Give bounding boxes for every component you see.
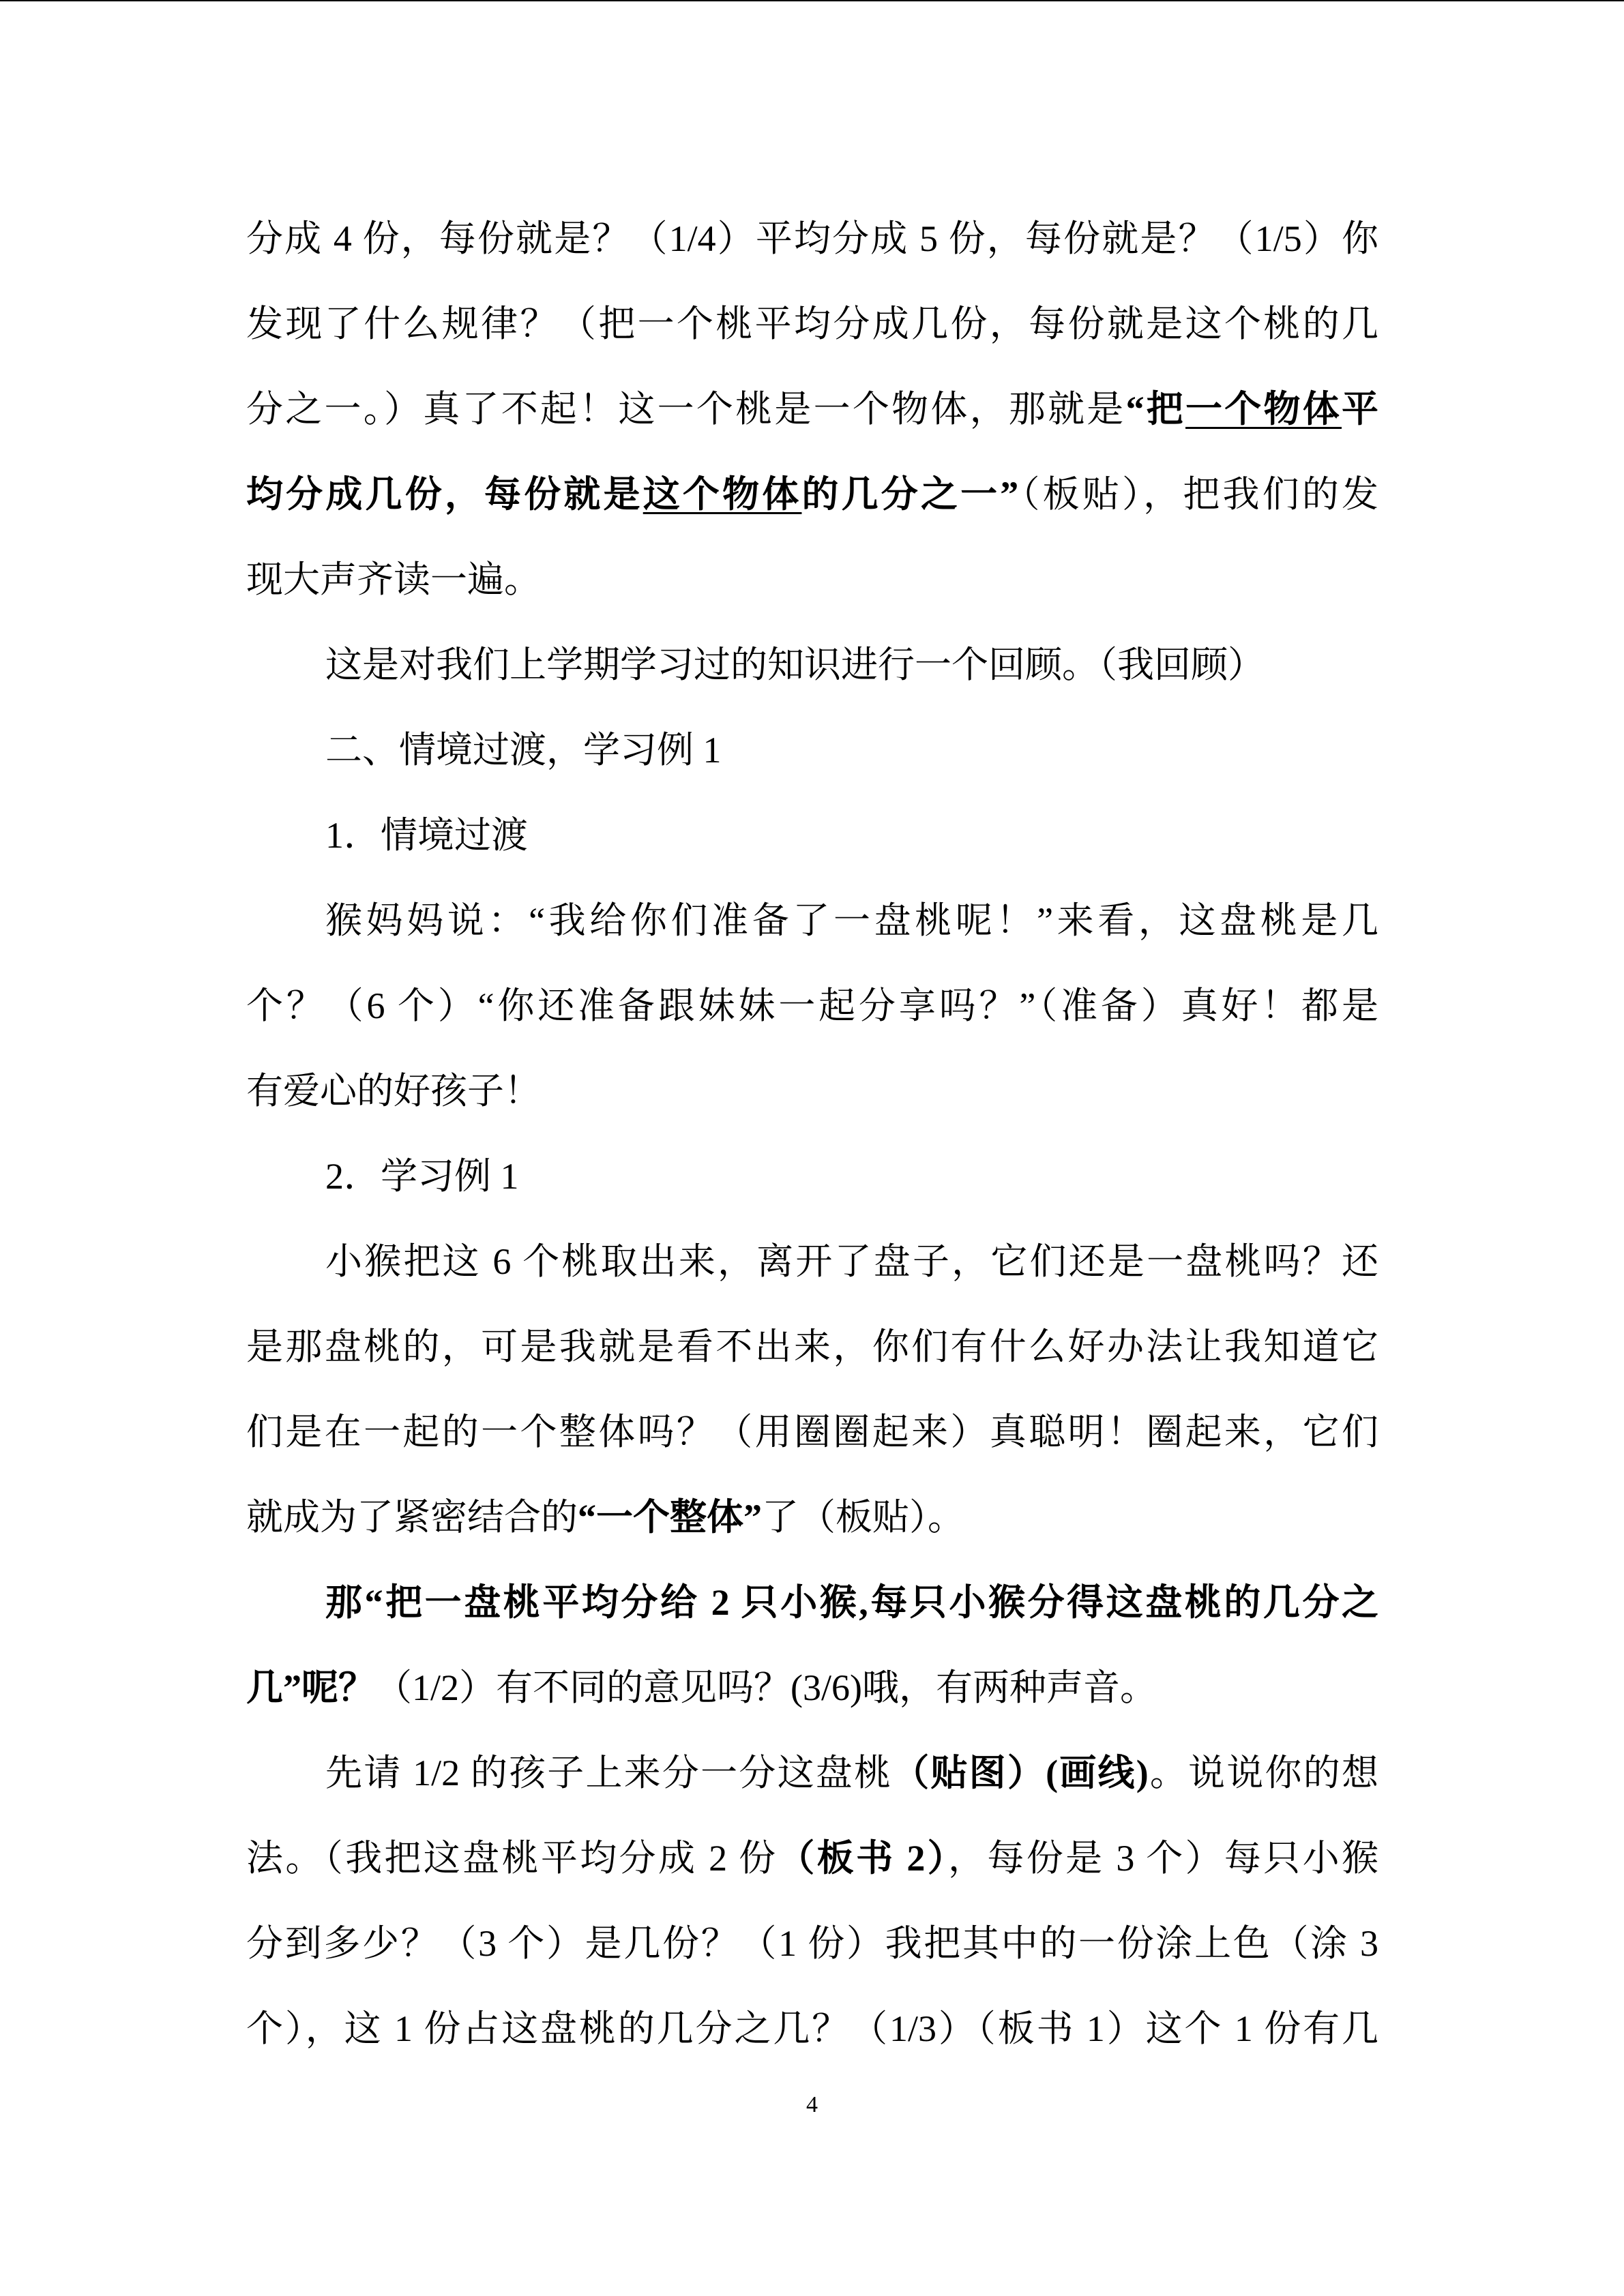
text-run: 就成为了紧密结合的 xyxy=(246,1497,578,1538)
text-line xyxy=(246,1560,1378,1645)
bold-text-run: （贴图）(画线) xyxy=(892,1753,1149,1793)
subsection-heading xyxy=(246,1134,1378,1219)
text-run: 1．情境过渡 xyxy=(325,815,528,856)
page-number: 4 xyxy=(806,2092,818,2117)
bold-text-run: 平 xyxy=(1342,389,1378,430)
text-line xyxy=(246,367,1378,452)
bold-text-run: 的几分之一” xyxy=(801,474,1019,515)
text-run: 小猴把这 6 个桃取出来，离开了盘子，它们还是一盘桃吗？还 xyxy=(325,1241,1378,1282)
text-line xyxy=(246,878,1378,964)
text-line xyxy=(246,537,1378,623)
text-run: 了（板贴）。 xyxy=(762,1497,964,1538)
text-run: 2．学习例 1 xyxy=(325,1156,519,1197)
text-line xyxy=(246,1304,1378,1390)
text-run: 猴妈妈说：“我给你们准备了一盘桃呢！”来看，这盘桃是几 xyxy=(325,900,1378,941)
bold-text-run: （板书 2） xyxy=(778,1838,949,1879)
text-run: 发现了什么规律？（把一个桃平均分成几份，每份就是这个桃的几 xyxy=(246,303,1378,344)
text-run: （板贴），把我们的发 xyxy=(1018,474,1378,515)
text-run: ，每份是 3 个）每只小猴 xyxy=(948,1838,1378,1879)
text-line xyxy=(246,623,1378,708)
text-run: 是那盘桃的，可是我就是看不出来，你们有什么好办法让我知道它 xyxy=(246,1326,1378,1367)
bold-text-run: “把 xyxy=(1125,389,1186,430)
text-line xyxy=(246,1390,1378,1475)
underlined-bold-text-run: 一个物体 xyxy=(1185,389,1342,430)
text-run: 现大声齐读一遍。 xyxy=(246,559,541,600)
text-run: 分到多少？（3 个）是几份？（1 份）我把其中的一份涂上色（涂 3 xyxy=(246,1923,1378,1964)
text-run: 有爱心的好孩子！ xyxy=(246,1071,541,1112)
text-run: 分之一。）真了不起！这一个桃是一个物体，那就是 xyxy=(246,389,1126,430)
text-run: 二、情境过渡，学习例 1 xyxy=(325,730,722,771)
subsection-heading xyxy=(246,793,1378,878)
text-run: 法。（我把这盘桃平均分成 2 份 xyxy=(246,1838,778,1879)
text-line xyxy=(246,1986,1378,2072)
text-line xyxy=(246,1816,1378,1901)
text-line xyxy=(246,1219,1378,1304)
body-text xyxy=(246,196,1378,2072)
text-line xyxy=(246,452,1378,537)
text-line xyxy=(246,1049,1378,1134)
bold-text-run: 那“把一盘桃平均分给 2 只小猴,每只小猴分得这盘桃的几分之 xyxy=(325,1582,1378,1623)
text-run: （1/2）有不同的意见吗？(3/6)哦，有两种声音。 xyxy=(375,1667,1157,1708)
bold-text-run: 几”呢？ xyxy=(246,1667,375,1708)
text-line xyxy=(246,1731,1378,1816)
text-run: 。说说你的想 xyxy=(1148,1753,1378,1793)
text-line xyxy=(246,964,1378,1049)
text-line xyxy=(246,1901,1378,1986)
text-line xyxy=(246,282,1378,367)
text-line xyxy=(246,1475,1378,1560)
text-line xyxy=(246,1645,1378,1731)
text-line xyxy=(246,196,1378,282)
text-run: 这是对我们上学期学习过的知识进行一个回顾。（我回顾） xyxy=(325,644,1265,685)
text-run: 们是在一起的一个整体吗？（用圈圈起来）真聪明！圈起来，它们 xyxy=(246,1412,1378,1452)
bold-text-run: 均分成几份，每份就是 xyxy=(246,474,643,515)
bold-text-run: “一个整体” xyxy=(578,1497,762,1538)
text-run: 个），这 1 份占这盘桃的几分之几？（1/3）（板书 1）这个 1 份有几 xyxy=(246,2008,1378,2049)
text-run: 个？（6 个）“你还准备跟妹妹一起分享吗？”（准备）真好！都是 xyxy=(246,985,1378,1026)
section-heading xyxy=(246,708,1378,793)
underlined-bold-text-run: 这个物体 xyxy=(643,474,802,515)
text-run: 分成 4 份，每份就是？（1/4）平均分成 5 份，每份就是？（1/5）你 xyxy=(246,218,1378,259)
text-run: 先请 1/2 的孩子上来分一分这盘桃 xyxy=(325,1753,893,1793)
